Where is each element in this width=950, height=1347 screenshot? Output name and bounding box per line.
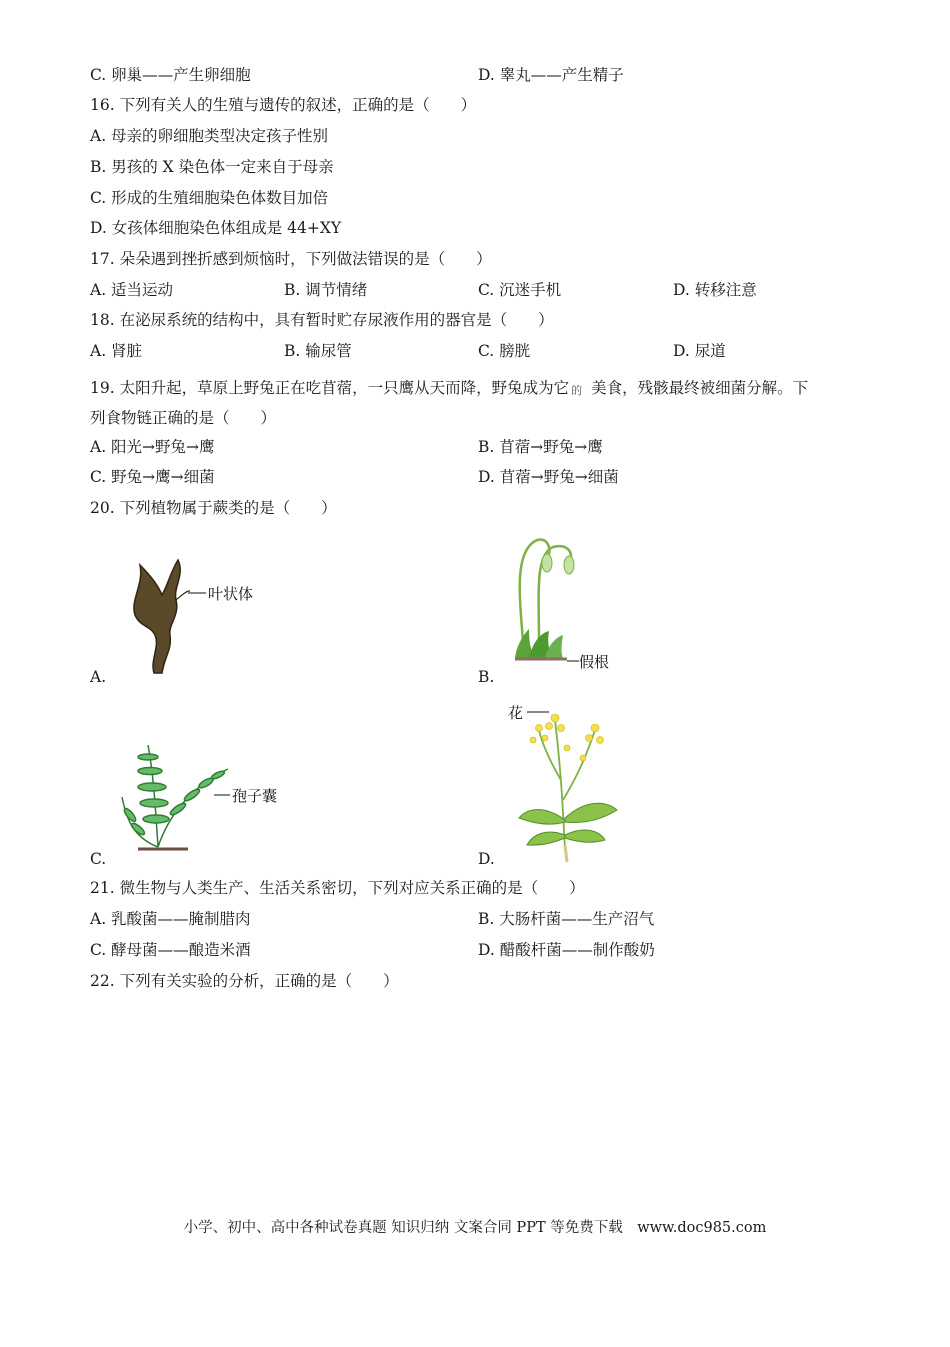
q20-option-a: A. <box>90 668 107 686</box>
q19-option-b: B. 苜蓿→野兔→鹰 <box>478 438 603 456</box>
q21-stem: 21. 微生物与人类生产、生活关系密切，下列对应关系正确的是（ ） <box>90 879 585 897</box>
label-flower: 花 <box>508 704 524 722</box>
q18-stem: 18. 在泌尿系统的结构中，具有暂时贮存尿液作用的器官是（ ） <box>90 311 554 329</box>
thallus-plant-image <box>110 555 260 685</box>
q18-option-c: C. 膀胱 <box>478 342 531 360</box>
q22-stem: 22. 下列有关实验的分析，正确的是（ ） <box>90 972 399 990</box>
q16-option-a: A. 母亲的卵细胞类型决定孩子性别 <box>90 127 329 145</box>
q19-option-c: C. 野兔→鹰→细菌 <box>90 468 215 486</box>
label-thallus: 叶状体 <box>208 585 254 603</box>
q15-option-c: C. 卵巢——产生卵细胞 <box>90 66 251 84</box>
q20-option-b: B. <box>478 668 495 686</box>
page-footer: 小学、初中、高中各种试卷真题 知识归纳 文案合同 PPT 等免费下载 www.doc985.com <box>183 1220 767 1236</box>
flowering-plant-image <box>505 700 655 865</box>
q21-option-c: C. 酵母菌——酿造米酒 <box>90 941 251 959</box>
q20-option-c: C. <box>90 850 107 868</box>
q16-option-c: C. 形成的生殖细胞染色体数目加倍 <box>90 189 329 207</box>
q19-stem-superscript: 的 <box>571 384 583 397</box>
q17-option-d: D. 转移注意 <box>673 281 757 299</box>
q16-stem: 16. 下列有关人的生殖与遗传的叙述，正确的是（ ） <box>90 96 477 114</box>
q20-stem: 20. 下列植物属于蕨类的是（ ） <box>90 499 337 517</box>
q18-option-a: A. 肾脏 <box>90 342 143 360</box>
q19-stem-line2: 列食物链正确的是（ ） <box>90 409 277 427</box>
q17-stem: 17. 朵朵遇到挫折感到烦恼时，下列做法错误的是（ ） <box>90 250 492 268</box>
q19-stem-line1 <box>90 378 808 398</box>
q19-stem-part1: 19. 太阳升起，草原上野兔正在吃苜蓿，一只鹰从天而降，野兔成为它 <box>90 379 570 397</box>
q20-option-d: D. <box>478 850 495 868</box>
q18-option-b: B. 输尿管 <box>284 342 352 360</box>
q17-option-b: B. 调节情绪 <box>284 281 368 299</box>
moss-plant-image <box>505 533 625 673</box>
q19-option-a: A. 阳光→野兔→鹰 <box>90 438 215 456</box>
q21-option-d: D. 醋酸杆菌——制作酸奶 <box>478 941 655 959</box>
fern-plant-image <box>118 737 308 857</box>
q16-option-d: D. 女孩体细胞染色体组成是 44+XY <box>90 219 342 237</box>
q21-option-a: A. 乳酸菌——腌制腊肉 <box>90 910 251 928</box>
q17-option-a: A. 适当运动 <box>90 281 174 299</box>
q15-option-d: D. 睾丸——产生精子 <box>478 66 624 84</box>
q19-option-d: D. 苜蓿→野兔→细菌 <box>478 468 619 486</box>
label-rhizoid: 假根 <box>579 653 610 671</box>
q19-stem-part2: 美食，残骸最终被细菌分解。下 <box>591 379 809 397</box>
q17-option-c: C. 沉迷手机 <box>478 281 562 299</box>
q18-option-d: D. 尿道 <box>673 342 726 360</box>
q16-option-b: B. 男孩的 X 染色体一定来自于母亲 <box>90 158 334 176</box>
label-sporangium: 孢子囊 <box>232 787 278 805</box>
q21-option-b: B. 大肠杆菌——生产沼气 <box>478 910 655 928</box>
